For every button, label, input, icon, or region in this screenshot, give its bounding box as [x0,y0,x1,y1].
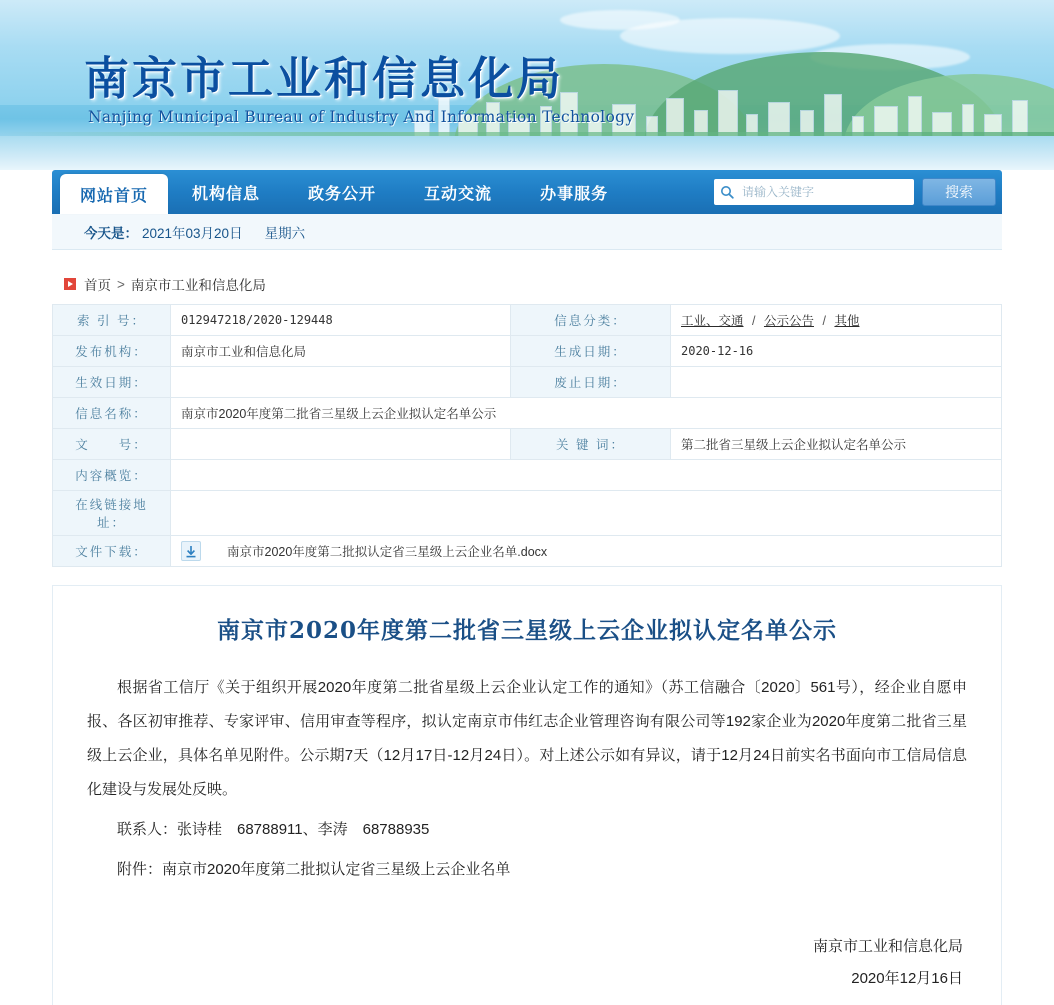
search-area [714,170,1002,214]
meta-key-created-date: 生成日期： [511,336,671,367]
search-box[interactable] [714,179,914,205]
download-file-name[interactable]: 南京市2020年度第二批拟认定省三星级上云企业名单.docx [227,545,548,559]
banner-cloud [560,10,680,30]
category-link-industry-transport[interactable]: 工业、交通 [681,314,744,328]
meta-key-expiry-date: 废止日期： [511,367,671,398]
article-contacts: 联系人：张诗桂 68788911、李涛 68788935 [117,821,430,838]
breadcrumb-current: 南京市工业和信息化局 [130,278,266,293]
meta-value-keywords: 第二批省三星级上云企业拟认定名单公示 [671,429,1002,460]
category-separator: / [752,314,756,328]
meta-key-index-number: 索 引 号： [53,305,171,336]
nav-item-org-info[interactable]: 机构信息 [192,185,261,203]
search-input[interactable] [740,181,908,203]
meta-key-info-category: 信息分类： [511,305,671,336]
meta-value-expiry-date [671,367,1002,398]
meta-value-file-download [171,536,1002,567]
site-banner [0,0,1054,170]
nav-item-services[interactable]: 办事服务 [540,185,609,203]
meta-value-created-date: 2020-12-16 [671,336,1002,367]
meta-value-effective-date [171,367,511,398]
article-body [52,585,1002,1005]
site-title-en: Nanjing Municipal Bureau of Industry And Information Technology [88,108,635,126]
article-signature [87,931,967,995]
meta-value-summary [171,460,1002,491]
table-row [53,336,1002,367]
nav-item-interaction[interactable]: 互动交流 [424,185,493,203]
download-icon[interactable] [181,541,201,561]
category-link-announcement[interactable]: 公示公告 [763,314,814,328]
meta-value-online-link [171,491,1002,536]
breadcrumb-home-link[interactable]: 首页 [84,278,111,293]
table-row [53,398,1002,429]
nav-item-home[interactable]: 网站首页 [60,174,168,214]
signature-organization: 南京市工业和信息化局 [812,938,963,955]
today-date: 2021年03月20日 [142,225,243,241]
table-row [53,305,1002,336]
table-row [53,367,1002,398]
table-row [53,536,1002,567]
signature-date: 2020年12月16日 [851,970,963,987]
meta-value-info-category [671,305,1002,336]
meta-key-keywords: 关 键 词： [511,429,671,460]
meta-key-online-link: 在线链接地址： [53,491,171,536]
search-icon [720,185,734,199]
today-label: 今天是： [84,225,138,241]
arrow-marker-icon [64,278,76,290]
main-navigation [52,170,1002,214]
meta-value-publisher: 南京市工业和信息化局 [171,336,511,367]
meta-value-info-name: 南京市2020年度第二批省三星级上云企业拟认定名单公示 [171,398,1002,429]
banner-water [0,136,1054,170]
nav-item-gov-disclosure[interactable]: 政务公开 [308,185,377,203]
category-separator: / [822,314,826,328]
category-link-other[interactable]: 其他 [834,314,860,328]
search-button[interactable]: 搜索 [922,178,996,206]
meta-key-publisher: 发布机构： [53,336,171,367]
meta-key-summary: 内容概览： [53,460,171,491]
breadcrumb [52,274,1002,294]
table-row [53,429,1002,460]
meta-value-document-number [171,429,511,460]
nav-item-list [52,170,632,214]
meta-key-document-number: 文 号： [53,429,171,460]
article-title: 南京市2020年度第二批省三星级上云企业拟认定名单公示 [216,617,837,644]
site-title-cn: 南京市工业和信息化局 [84,52,565,105]
meta-key-info-name: 信息名称： [53,398,171,429]
document-metadata-table [52,304,1002,567]
meta-value-index-number: 012947218/2020-129448 [171,305,511,336]
table-row [53,491,1002,536]
breadcrumb-separator: > [117,276,125,292]
table-row [53,460,1002,491]
meta-key-file-download: 文件下载： [53,536,171,567]
meta-key-effective-date: 生效日期： [53,367,171,398]
today-weekday: 星期六 [264,225,306,241]
article-paragraph-main: 根据省工信厅《关于组织开展2020年度第二批省星级上云企业认定工作的通知》（苏工信融合〔2020〕561号），经企业自愿申报、各区初审推荐、专家评审、信用审查等程序，拟认定南京市伟红志企业管理咨询有限公司等192家企业为2020年度第二批省三星级上云企业，具体名单见附件。公示期7天（12月17日-12月24日）。对上述公示如有异议，请于12月24日前实名书面向市工信局信息化建设与发展处反映。 [87,679,967,798]
today-date-bar [52,214,1002,250]
article-attachment: 附件：南京市2020年度第二批拟认定省三星级上云企业名单 [117,861,511,878]
